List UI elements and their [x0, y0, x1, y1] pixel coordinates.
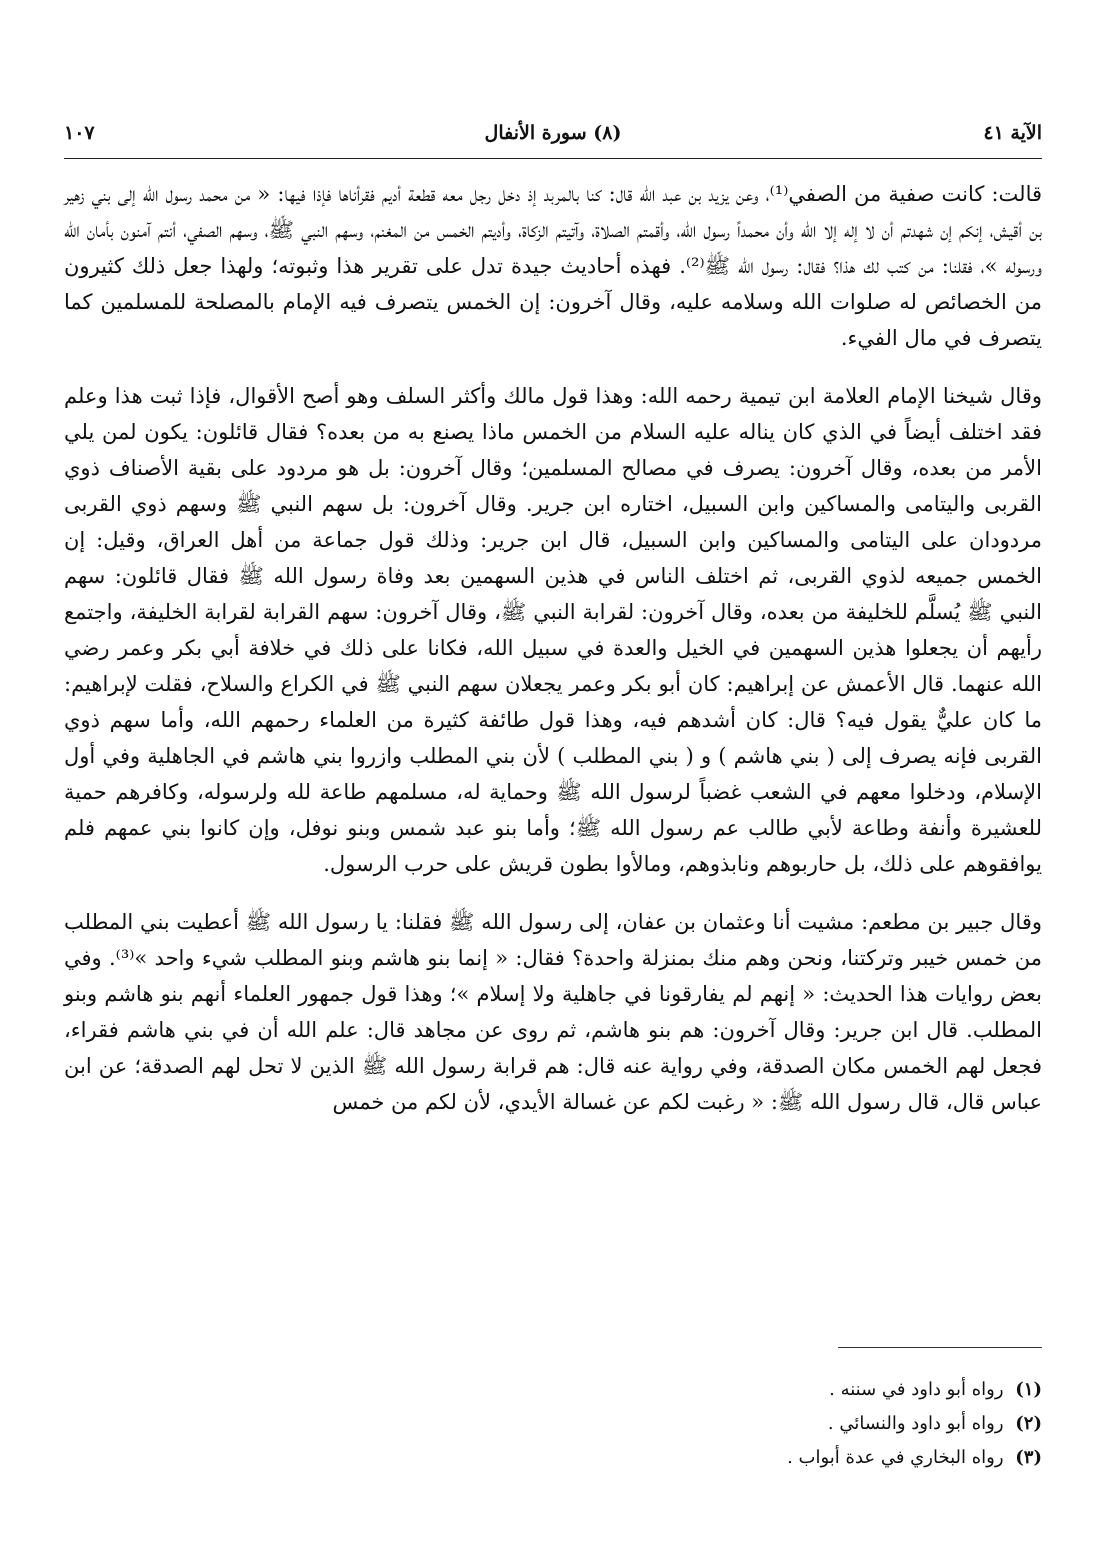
footnote-text: رواه أبو داود والنسائي .: [827, 1413, 1004, 1434]
paragraph-1: قالت: كانت صفية من الصفي⁽¹⁾، وعن يزيد بن عبد الله قال: كنا بالمربد إذ دخل رجل معه قطعة أديم فقرأناها فإذا فيها: « من محمد رسول الله إلى بني زهير بن أقيش، إنكم إن شهدتم أن لا إله إلا الله وأن محمداً رسول الله، وأقمتم الصلاة، وآتيتم الزكاة، وأديتم الخمس من المغنم، وسهم النبي ﷺ، وسهم الصفي، أنتم آمنون بأمان الله ورسوله »، فقلنا: من كتب لك هذا؟ فقال: رسول الله ﷺ⁽²⁾. فهذه أحاديث جيدة تدل على تقرير هذا وثبوته؛ ولهذا جعل ذلك كثيرون من الخصائص له صلوات الله وسلامه عليه، وقال آخرون: إن الخمس يتصرف فيه الإمام بالمصلحة للمسلمين كما يتصرف في مال الفيء.: [64, 182, 1043, 350]
footnote-number: (٣): [1015, 1447, 1042, 1468]
paragraph-2: وقال شيخنا الإمام العلامة ابن تيمية رحمه الله: وهذا قول مالك وأكثر السلف وهو أصح الأقوال، فإذا ثبت هذا وعلم فقد اختلف أيضاً في الذي كان يناله عليه السلام من الخمس ماذا يصنع به من بعده؟ فقال قائلون: يكون لمن يلي الأمر من بعده، وقال آخرون: يصرف في مصالح المسلمين؛ وقال آخرون: بل هو مردود على بقية الأصناف ذوي القربى واليتامى والمساكين وابن السبيل، اختاره ابن جرير. وقال آخرون: بل سهم النبي ﷺ وسهم ذوي القربى مردودان على اليتامى والمساكين وابن السبيل، قال ابن جرير: وذلك قول جماعة من أهل العراق، وقيل: إن الخمس جميعه لذوي القربى، ثم اختلف الناس في هذين السهمين بعد وفاة رسول الله ﷺ فقال قائلون: سهم النبي ﷺ يُسلَّم للخليفة من بعده، وقال آخرون: لقرابة النبي ﷺ، وقال آخرون: سهم القرابة لقرابة الخليفة، واجتمع رأيهم أن يجعلوا هذين السهمين في الخيل والعدة في سبيل الله، فكانا على ذلك في خلافة أبي بكر وعمر رضي الله عنهما. قال الأعمش عن إبراهيم: كان أبو بكر وعمر يجعلان سهم النبي ﷺ في الكراع والسلاح، فقلت لإبراهيم: ما كان عليٌّ يقول فيه؟ قال: كان أشدهم فيه، وهذا قول طائفة كثيرة من العلماء رحمهم الله، وأما سهم ذوي القربى فإنه يصرف إلى ( بني هاشم ) و ( بني المطلب ) لأن بني المطلب وازروا بني هاشم في الجاهلية وفي أول الإسلام، ودخلوا معهم في الشعب غضباً لرسول الله ﷺ وحماية له، مسلمهم طاعة لله ولرسوله، وكافرهم حمية للعشيرة وأنفة وطاعة لأبي طالب عم رسول الله ﷺ؛ وأما بنو عبد شمس وبنو نوفل، وإن كانوا بني عمهم فلم يوافقوهم على ذلك، بل حاربوهم ونابذوهم، ومالأوا بطون قريش على حرب الرسول.: [64, 384, 1042, 876]
footnote-number: (١): [1015, 1379, 1042, 1400]
footnote-text: رواه أبو داود في سننه .: [829, 1379, 1004, 1400]
footnote-divider: [838, 1347, 1042, 1348]
page-number: ١٠٧: [64, 122, 95, 144]
paragraph-3: وقال جبير بن مطعم: مشيت أنا وعثمان بن عفان، إلى رسول الله ﷺ فقلنا: يا رسول الله ﷺ أعطيت بني المطلب من خمس خيبر وتركتنا، ونحن وهم منك بمنزلة واحدة؟ فقال: « إنما بنو هاشم وبنو المطلب شيء واحد »⁽³⁾. وفي بعض روايات هذا الحديث: « إنهم لم يفارقونا في جاهلية ولا إسلام »؛ وهذا قول جمهور العلماء أنهم بنو هاشم وبنو المطلب. قال ابن جرير: وقال آخرون: هم بنو هاشم، ثم روى عن مجاهد قال: علم الله أن في بني هاشم فقراء، فجعل لهم الخمس مكان الصدقة، وفي رواية عنه قال: هم قرابة رسول الله ﷺ الذين لا تحل لهم الصدقة؛ عن ابن عباس قال، قال رسول الله ﷺ: « رغبت لكم عن غسالة الأيدي، لأن لكم من خمس: [64, 910, 1042, 1114]
footnote-item: [64, 1373, 1042, 1407]
footnote-item: [64, 1407, 1042, 1441]
footnotes: [64, 1373, 1042, 1475]
footnote-item: [64, 1441, 1042, 1475]
footnote-text: رواه البخاري في عدة أبواب .: [787, 1447, 1004, 1468]
running-header: [64, 122, 1042, 156]
footnote-number: (٢): [1015, 1413, 1042, 1434]
surah-title: (٨) سورة الأنفال: [484, 122, 622, 144]
verse-label: الآية ٤١: [983, 122, 1042, 144]
header-divider: [64, 158, 1042, 159]
main-text: [64, 176, 1042, 1134]
